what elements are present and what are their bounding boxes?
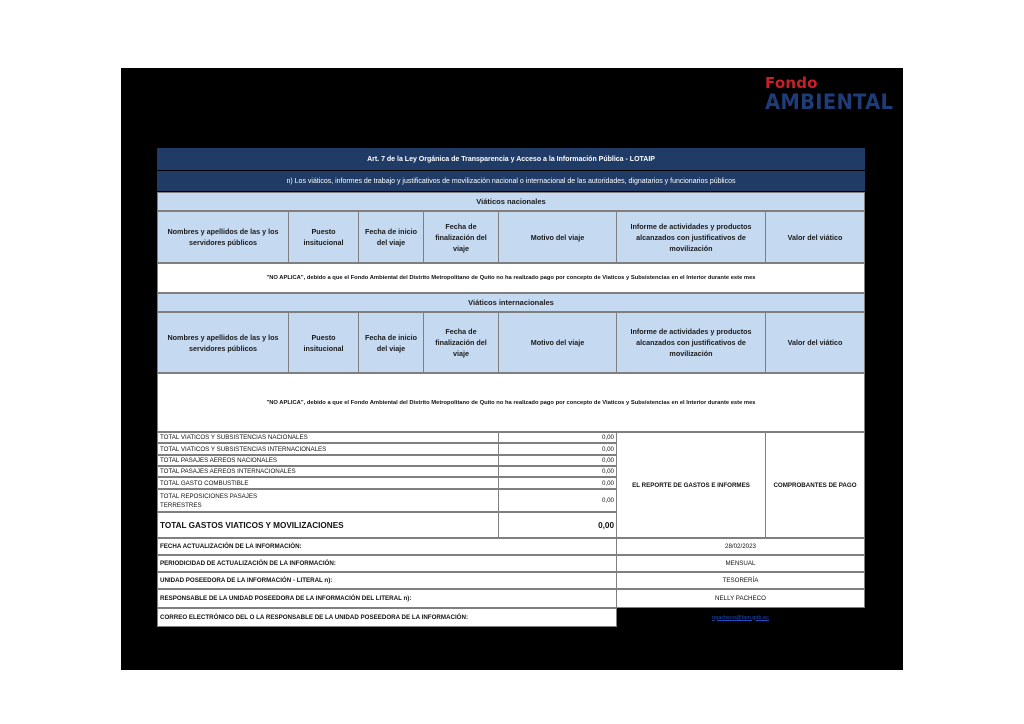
logo-line-1: Fondo: [765, 74, 818, 92]
footer-update-date-label: FECHA ACTUALIZACIÓN DE LA INFORMACIÓN:: [157, 538, 617, 555]
international-section-title: Viáticos internacionales: [157, 293, 865, 312]
total-row-label: TOTAL GASTO COMBUSTIBLE: [157, 477, 499, 489]
footer-unit-label: UNIDAD POSEEDORA DE LA INFORMACIÓN - LITERAL n):: [157, 572, 617, 589]
footer-responsible-label: RESPONSABLE DE LA UNIDAD POSEEDORA DE LA INFORMACIÓN DEL LITERAL n):: [157, 589, 617, 608]
international-col-start: Fecha de inicio del viaje: [358, 312, 424, 373]
total-row-value: 0,00: [498, 432, 617, 443]
total-row-value: 0,00: [498, 443, 617, 455]
national-col-value: Valor del viático: [765, 211, 865, 263]
total-row-value: 0,00: [498, 466, 617, 477]
national-col-report: Informe de actividades y productos alcanzados con justificativos de movilización: [616, 211, 766, 263]
international-col-report: Informe de actividades y productos alcanzados con justificativos de movilización: [616, 312, 766, 373]
national-note: "NO APLICA", debido a que el Fondo Ambiental del Distrito Metropolitano de Quito no ha realizado pago por concepto de Viaticos y Subsistencias en el Interior durante este mes: [157, 263, 865, 293]
footer-unit-value: TESORERÍA: [616, 572, 865, 589]
total-row-label: TOTAL VIATICOS Y SUBSISTENCIAS INTERNACIONALES: [157, 443, 499, 455]
national-col-start: Fecha de inicio del viaje: [358, 211, 424, 263]
footer-periodicity-value: MENSUAL: [616, 555, 865, 572]
international-col-value: Valor del viático: [765, 312, 865, 373]
international-col-name: Nombres y apellidos de las y los servidores públicos: [157, 312, 289, 373]
total-row-label: TOTAL PASAJES AEREOS INTERNACIONALES: [157, 466, 499, 477]
international-note: "NO APLICA", debido a que el Fondo Ambiental del Distrito Metropolitano de Quito no ha realizado pago por concepto de Viaticos y Subsistencias en el Interior durante este mes: [157, 373, 865, 432]
national-col-position: Puesto insitucional: [288, 211, 359, 263]
national-col-reason: Motivo del viaje: [498, 211, 617, 263]
document-subtitle: n) Los viáticos, informes de trabajo y justificativos de movilización nacional o internacional de las autoridades, dignatarios y funcionarios públicos: [157, 171, 865, 191]
total-row-value: 0,00: [498, 477, 617, 489]
logo-line-2: AMBIENTAL: [765, 90, 894, 114]
total-row-value: 0,00: [498, 489, 617, 512]
total-row-value: 0,00: [498, 455, 617, 466]
footer-responsible-value: NELLY PACHECO: [616, 589, 865, 608]
fondo-ambiental-logo: [765, 74, 900, 118]
international-col-reason: Motivo del viaje: [498, 312, 617, 373]
footer-email-link[interactable]: npacheco@fam.gob.ec: [712, 614, 769, 621]
receipts-link-cell[interactable]: COMPROBANTES DE PAGO: [765, 432, 865, 538]
total-row-label: TOTAL VIATICOS Y SUBSISTENCIAS NACIONALES: [157, 432, 499, 443]
document-title: Art. 7 de la Ley Orgánica de Transparencia y Acceso a la Información Pública - LOTAIP: [157, 148, 865, 170]
total-row-label: TOTAL PASAJES AEREOS NACIONALES: [157, 455, 499, 466]
national-col-name: Nombres y apellidos de las y los servidores públicos: [157, 211, 289, 263]
grand-total-value: 0,00: [498, 512, 617, 538]
report-link-cell[interactable]: EL REPORTE DE GASTOS E INFORMES: [616, 432, 766, 538]
footer-email-label: CORREO ELECTRÓNICO DEL O LA RESPONSABLE DE LA UNIDAD POSEEDORA DE LA INFORMACIÓN:: [157, 608, 617, 627]
grand-total-label: TOTAL GASTOS VIATICOS Y MOVILIZACIONES: [157, 512, 499, 538]
international-col-position: Puesto insitucional: [288, 312, 359, 373]
national-section-title: Viáticos nacionales: [157, 192, 865, 211]
footer-update-date-value: 28/02/2023: [616, 538, 865, 555]
footer-periodicity-label: PERIODICIDAD DE ACTUALIZACIÓN DE LA INFORMACIÓN:: [157, 555, 617, 572]
national-col-end: Fecha de finalización del viaje: [423, 211, 499, 263]
international-col-end: Fecha de finalización del viaje: [423, 312, 499, 373]
total-row-label: TOTAL REPOSICIONES PASAJES TERRESTRES: [157, 489, 499, 512]
